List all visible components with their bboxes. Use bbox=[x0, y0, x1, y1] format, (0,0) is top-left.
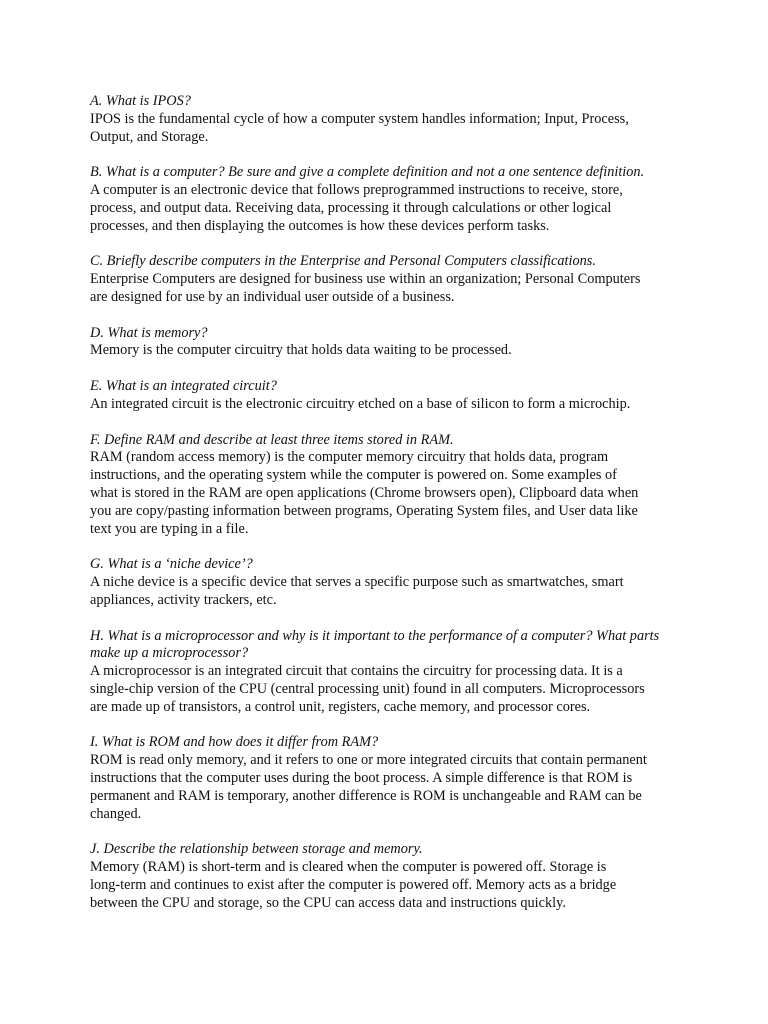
document-page bbox=[90, 93, 690, 930]
qa-item bbox=[90, 378, 690, 414]
answer-line: process, and output data. Receiving data, processing it through calculations or other logical bbox=[90, 199, 612, 216]
answer-line: A niche device is a specific device that serves a specific purpose such as smartwatches, smart bbox=[90, 574, 624, 591]
answer-line: An integrated circuit is the electronic circuitry etched on a base of silicon to form a microchip. bbox=[90, 395, 631, 412]
question-text: A. What is IPOS? bbox=[90, 93, 191, 109]
answer-line: processes, and then displaying the outcomes is how these devices perform tasks. bbox=[90, 217, 550, 234]
question-text: B. What is a computer? Be sure and give a complete definition and not a one sentence definition. bbox=[90, 164, 645, 181]
question-text: F. Define RAM and describe at least three items stored in RAM. bbox=[90, 431, 454, 448]
qa-item bbox=[90, 253, 690, 306]
question-text: H. What is a microprocessor and why is it important to the performance of a computer? What parts make up a microprocessor? bbox=[90, 627, 660, 662]
question-text: J. Describe the relationship between storage and memory. bbox=[90, 841, 423, 858]
qa-item bbox=[90, 734, 690, 823]
answer-line: are made up of transistors, a control unit, registers, cache memory, and processor cores. bbox=[90, 698, 591, 715]
answer-line: text you are typing in a file. bbox=[90, 520, 249, 537]
answer-line: instructions that the computer uses during the boot process. A simple difference is that ROM is bbox=[90, 770, 633, 787]
qa-item bbox=[90, 164, 690, 235]
answer-line: IPOS is the fundamental cycle of how a computer system handles information; Input, Process, bbox=[90, 110, 629, 127]
answer-line: permanent and RAM is temporary, another difference is ROM is unchangeable and RAM can be bbox=[90, 787, 642, 804]
answer-line: instructions, and the operating system while the computer is powered on. Some examples of bbox=[90, 467, 617, 484]
answer-line: A computer is an electronic device that follows preprogrammed instructions to receive, store, bbox=[90, 182, 623, 199]
question-text: C. Briefly describe computers in the Enterprise and Personal Computers classifications. bbox=[90, 253, 596, 270]
answer-line: are designed for use by an individual user outside of a business. bbox=[90, 288, 455, 305]
answer-line: appliances, activity trackers, etc. bbox=[90, 591, 277, 608]
qa-item bbox=[90, 556, 690, 609]
answer-line: Enterprise Computers are designed for business use within an organization; Personal Computers bbox=[90, 271, 641, 288]
question-text: D. What is memory? bbox=[90, 324, 208, 341]
answer-line: Memory is the computer circuitry that holds data waiting to be processed. bbox=[90, 342, 512, 359]
question-text: I. What is ROM and how does it differ from RAM? bbox=[90, 734, 379, 751]
qa-item bbox=[90, 325, 690, 361]
question-text: G. What is a ‘niche device’? bbox=[90, 556, 253, 573]
answer-line: you are copy/pasting information between programs, Operating System files, and User data like bbox=[90, 502, 638, 519]
qa-item bbox=[90, 628, 690, 717]
answer-line: Memory (RAM) is short-term and is cleared when the computer is powered off. Storage is bbox=[90, 859, 607, 876]
answer-line: single-chip version of the CPU (central processing unit) found in all computers. Microprocessors bbox=[90, 680, 645, 697]
answer-line: changed. bbox=[90, 805, 142, 822]
answer-line: long-term and continues to exist after the computer is powered off. Memory acts as a bridge bbox=[90, 876, 617, 893]
qa-item bbox=[90, 841, 690, 912]
qa-item bbox=[90, 93, 690, 146]
qa-item bbox=[90, 432, 690, 539]
answer-line: what is stored in the RAM are open applications (Chrome browsers open), Clipboard data when bbox=[90, 485, 639, 501]
answer-line: RAM (random access memory) is the computer memory circuitry that holds data, program bbox=[90, 449, 609, 466]
answer-line: between the CPU and storage, so the CPU can access data and instructions quickly. bbox=[90, 894, 566, 911]
answer-line: ROM is read only memory, and it refers to one or more integrated circuits that contain permanent bbox=[90, 752, 647, 769]
answer-line: A microprocessor is an integrated circuit that contains the circuitry for processing data. It is a bbox=[90, 663, 623, 680]
question-text: E. What is an integrated circuit? bbox=[90, 378, 277, 395]
answer-line: Output, and Storage. bbox=[90, 128, 209, 145]
